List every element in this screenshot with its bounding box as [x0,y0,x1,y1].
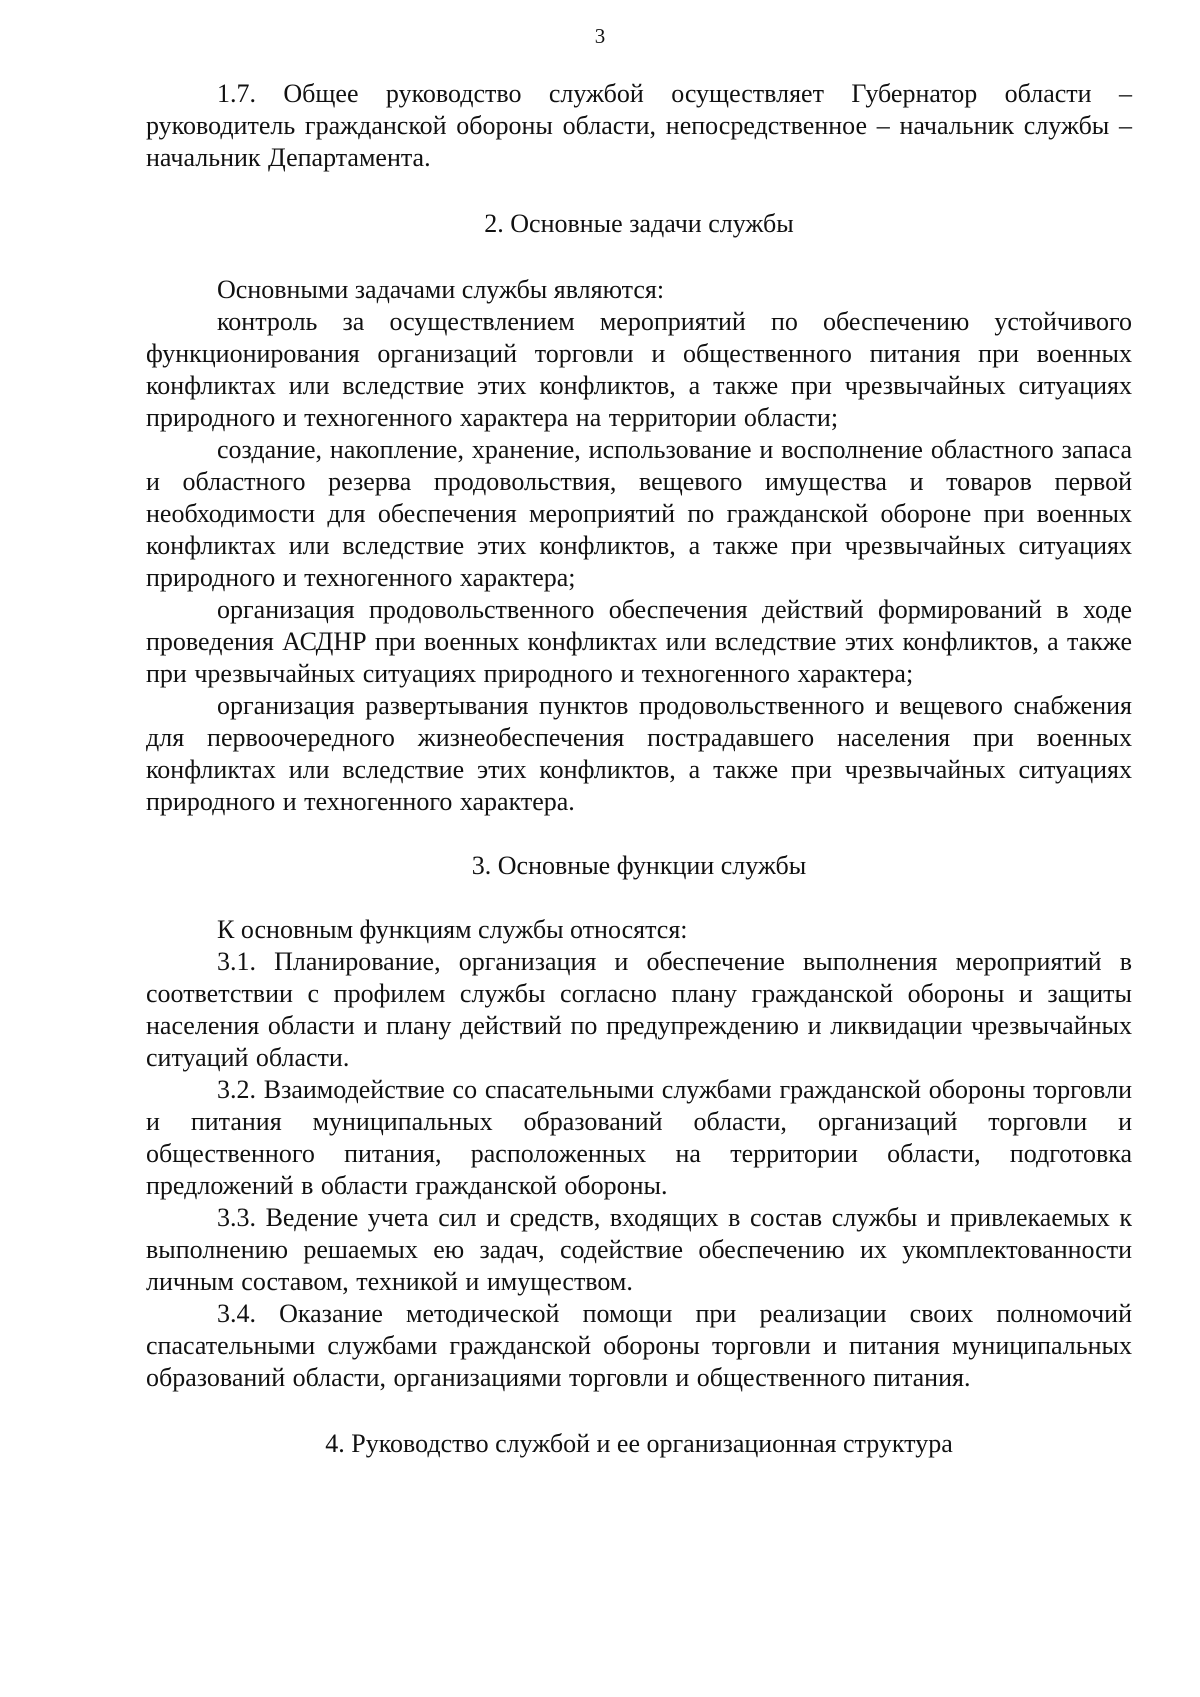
section-4-heading: 4. Руководство службой и ее организационная структура [325,1429,953,1458]
task-item: контроль за осуществлением мероприятий по обеспечению устойчивого функционирования организаций торговли и общественного питания при военных конфликтах или вследствие этих конфликтов, а также при чрезвычайных ситуациях природного и техногенного характера на территории области; [146,307,1132,432]
function-item: 3.4. Оказание методической помощи при реализации своих полномочий спасательными службами гражданской обороны торговли и питания муниципальных образований области, организациями торговли и общественного питания. [146,1299,1132,1392]
section-2-intro: Основными задачами службы являются: [217,275,665,304]
task-item: организация продовольственного обеспечения действий формирований в ходе проведения АСДНР при военных конфликтах или вследствие этих конфликтов, а также при чрезвычайных ситуациях природного и техногенного характера; [146,595,1132,688]
function-item: 3.2. Взаимодействие со спасательными службами гражданской обороны торговли и питания муниципальных образований области, организаций торговли и общественного питания, расположенных на территории области, подготовка предложений в области гражданской обороны. [146,1075,1132,1200]
section-3-intro: К основным функциям службы относятся: [217,915,688,944]
spacer [146,882,1132,914]
function-item: 3.3. Ведение учета сил и средств, входящих в состав службы и привлекаемых к выполнению решаемых ею задач, содействие обеспечению их укомплектованности личным составом, техникой и имуществом. [146,1203,1132,1296]
document-body [146,78,1132,1460]
spacer [146,818,1132,850]
task-item: организация развертывания пунктов продовольственного и вещевого снабжения для первоочередного жизнеобеспечения пострадавшего населения при военных конфликтах или вследствие этих конфликтов, а также при чрезвычайных ситуациях природного и техногенного характера. [146,691,1132,816]
spacer [146,174,1132,208]
function-item: 3.1. Планирование, организация и обеспечение выполнения мероприятий в соответствии с профилем службы согласно плану гражданской обороны и защиты населения области и плану действий по предупреждению и ликвидации чрезвычайных ситуаций области. [146,947,1132,1072]
section-3-heading: 3. Основные функции службы [471,851,807,880]
paragraph-1-7: 1.7. Общее руководство службой осуществляет Губернатор области – руководитель гражданской обороны области, непосредственное – начальник службы – начальник Департамента. [146,79,1132,172]
page-number: 3 [594,24,606,48]
spacer [146,1394,1132,1428]
section-2-heading: 2. Основные задачи службы [484,209,794,238]
task-item: создание, накопление, хранение, использование и восполнение областного запаса и областного резерва продовольствия, вещевого имущества и товаров первой необходимости для обеспечения мероприятий по гражданской обороне при военных конфликтах или вследствие этих конфликтов, а также при чрезвычайных ситуациях природного и техногенного характера; [146,435,1132,592]
spacer [146,240,1132,274]
